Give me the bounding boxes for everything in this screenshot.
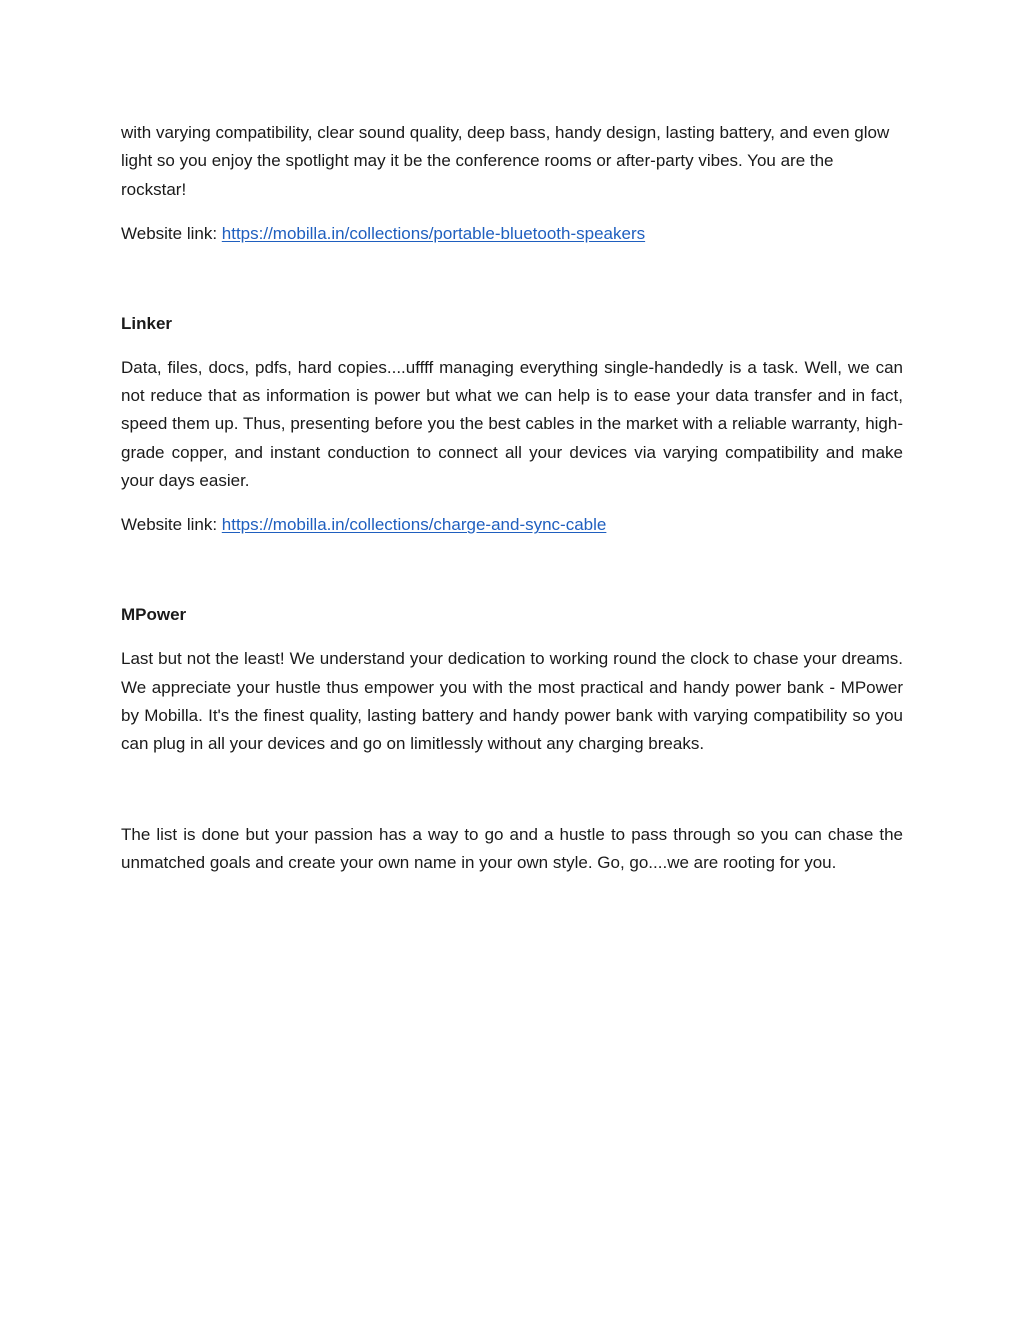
- spacer: [121, 338, 903, 354]
- spacer: [121, 248, 903, 310]
- spacer: [121, 759, 903, 821]
- speakers-website-link[interactable]: https://mobilla.in/collections/portable-bluetooth-speakers: [221, 223, 646, 243]
- website-link-label: Website link:: [121, 515, 222, 535]
- spacer: [121, 629, 903, 645]
- spacer: [121, 204, 903, 220]
- spacer: [121, 539, 903, 601]
- linker-website-line: [121, 511, 903, 539]
- document-page: [121, 119, 903, 877]
- mpower-heading: MPower: [121, 605, 187, 625]
- spacer: [121, 495, 903, 511]
- website-link-label: Website link:: [121, 223, 222, 243]
- linker-paragraph: Data, files, docs, pdfs, hard copies....uffff managing everything single-handedly is a task. Well, we can not reduce that as information is power but what we can help is to ease your data transfer and in fact, speed them up. Thus, presenting before you the best cables in the market with a reliable warranty, high-grade copper, and instant conduction to connect all your devices via varying compatibility and make your days easier.: [121, 357, 903, 491]
- cables-website-link[interactable]: https://mobilla.in/collections/charge-and-sync-cable: [221, 515, 607, 535]
- intro-website-line: [121, 220, 903, 248]
- closing-paragraph: The list is done but your passion has a way to go and a hustle to pass through so you can chase the unmatched goals and create your own name in your own style. Go, go....we are rooting for you.: [121, 824, 903, 872]
- linker-heading: Linker: [121, 313, 173, 333]
- intro-paragraph: with varying compatibility, clear sound quality, deep bass, handy design, lasting battery, and even glow light so you enjoy the spotlight may it be the conference rooms or after-party vibes. You are the rockstar!: [121, 123, 890, 199]
- mpower-paragraph: Last but not the least! We understand your dedication to working round the clock to chase your dreams. We appreciate your hustle thus empower you with the most practical and handy power bank - MPower by Mobilla. It's the finest quality, lasting battery and handy power bank with varying compatibility so you can plug in all your devices and go on limitlessly without any charging breaks.: [121, 649, 903, 754]
